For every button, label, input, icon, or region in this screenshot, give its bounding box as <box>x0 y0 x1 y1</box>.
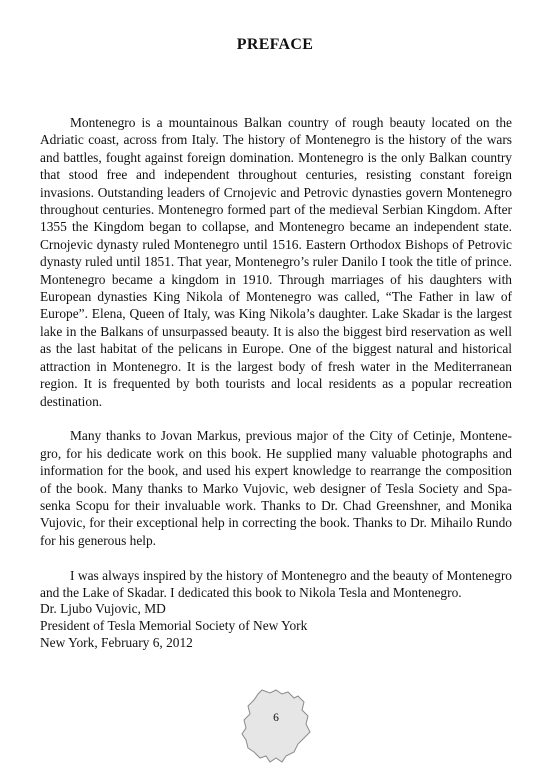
montenegro-map-icon <box>236 686 316 766</box>
place-date: New York, February 6, 2012 <box>40 635 193 651</box>
author-position: President of Tesla Memorial Society of New York <box>40 618 308 634</box>
paragraph-acknowledgements: Many thanks to Jovan Markus, previous major of the City of Cetinje, Montenegro, for his dedicate work on this book. He supplied many valuable photographs and information for the book, and used his expert knowledge to rearrange the composition of the book. Many thanks to Marko Vujovic, web designer of Tesla Society and Spasenka Scopu for their invaluable work. Thanks to Dr. Chad Greenshner, and Monika Vujovic, for their exceptional help in correcting the book. Thanks to Dr. Mihailo Rundo for his generous help. <box>40 428 512 548</box>
paragraph-history: Montenegro is a mountainous Balkan country of rough beauty located on the Adriatic coast, across from Italy. The history of Montenegro is the history of the wars and battles, fought against foreign domination. Montenegro is the only Balkan country that stood free and independent throughout centuries, resisting constant foreign invasions. Outstanding leaders of Crnojevic and Petrovic dynasties govern Montenegro throughout centuries. Montenegro formed part of the medieval Serbian Kingdom. After 1355 the Kingdom began to collapse, and Montenegro became an independent state. Crnojevic dynasty ruled Montenegro until 1516. Eastern Orthodox Bishops of Petrovic dynasty ruled until 1851. That year, Montenegro’s ruler Danilo I took the title of prince. Montenegro became a kingdom in 1910. Through marriages of his daughters with European dynasties King Nikola of Montenegro was called, “The Father in law of Europe”. Elena, Queen of Italy, was King Nikola’s daughter. Lake Skadar is the largest lake in the Balkans of unsurpassed beauty. It is also the biggest bird reservation as well as the last habitat of the pelicans in Europe. One of the biggest natural and historical attraction in Montenegro. It is the largest body of fresh water in the Mediterranean region. It is frequented by both tourists and local residents as a popular recreation destination. <box>40 115 512 409</box>
map-outline <box>242 690 310 762</box>
preface-body <box>40 114 512 619</box>
page-number: 6 <box>273 712 279 724</box>
page-title: PREFACE <box>236 36 314 53</box>
author-name: Dr. Ljubo Vujovic, MD <box>40 601 166 616</box>
signature-block <box>40 600 512 652</box>
paragraph-dedication: I was always inspired by the history of Montenegro and the beauty of Montenegro and the Lake of Skadar. I dedicated this book to Nikola Tesla and Montenegro. <box>40 567 512 600</box>
